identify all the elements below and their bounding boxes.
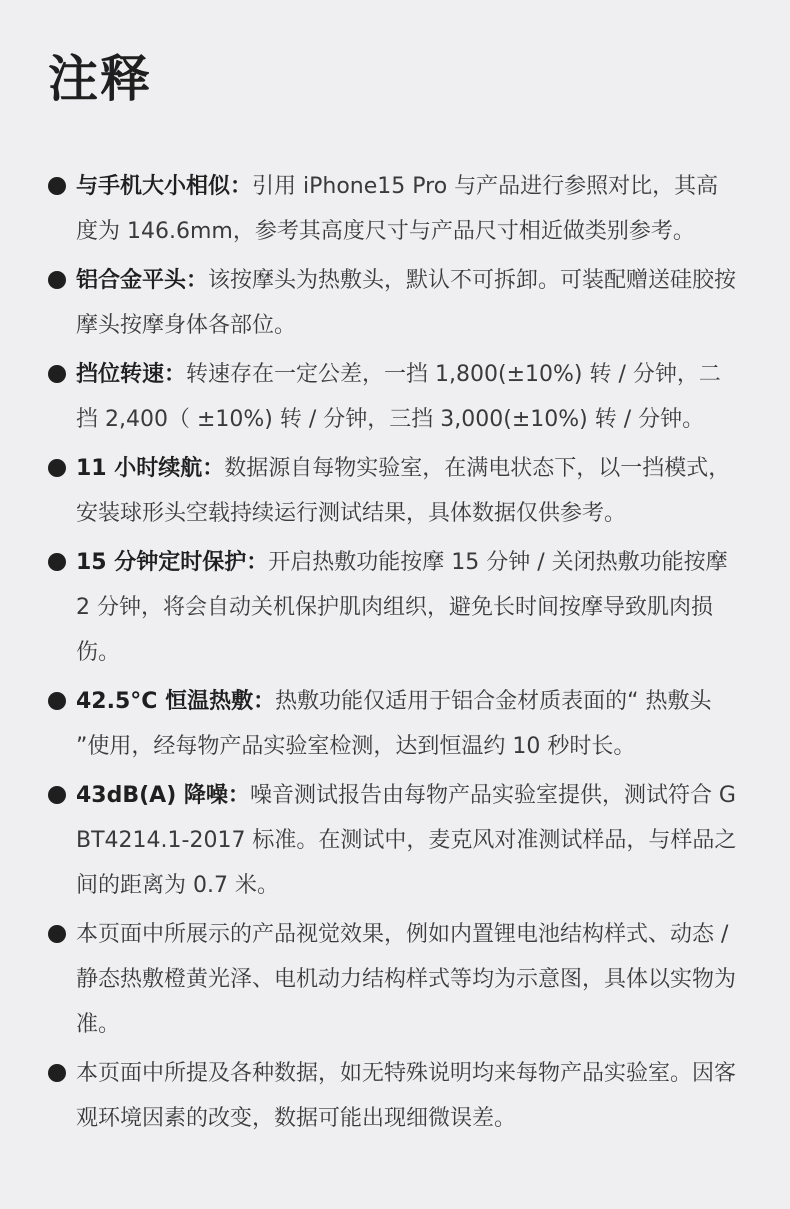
note-label: 42.5°C 恒温热敷： xyxy=(76,689,276,714)
list-item xyxy=(48,258,738,348)
note-text: 该按摩头为热敷头，默认不可拆卸。可装配赠送硅胶按摩头按摩身体各部位。 xyxy=(76,268,737,338)
bullet-icon xyxy=(48,459,66,477)
list-item xyxy=(48,540,738,675)
bullet-icon xyxy=(48,271,66,289)
bullet-icon xyxy=(48,692,66,710)
note-label: 与手机大小相似： xyxy=(76,174,253,199)
note-label: 11 小时续航： xyxy=(76,456,225,481)
note-text: 数据源自每物实验室，在满电状态下，以一挡模式，安装球形头空载持续运行测试结果，具体数据仅供参考。 xyxy=(76,456,731,526)
bullet-icon xyxy=(48,786,66,804)
bullet-icon xyxy=(48,1064,66,1082)
list-item xyxy=(48,164,738,254)
note-label: 挡位转速： xyxy=(76,362,187,387)
bullet-icon xyxy=(48,177,66,195)
note-label: 铝合金平头： xyxy=(76,268,209,293)
note-text: 引用 iPhone15 Pro 与产品进行参照对比，其高度为 146.6mm，参考其高度尺寸与产品尺寸相近做类别参考。 xyxy=(76,174,719,244)
note-text: 本页面中所提及各种数据，如无特殊说明均来每物产品实验室。因客观环境因素的改变，数据可能出现细微误差。 xyxy=(76,1061,737,1131)
list-item xyxy=(48,773,738,908)
note-text: 开启热敷功能按摩 15 分钟 / 关闭热敷功能按摩 2 分钟，将会自动关机保护肌肉组织，避免长时间按摩导致肌肉损伤。 xyxy=(76,550,728,665)
note-text: 本页面中所展示的产品视觉效果，例如内置锂电池结构样式、动态 / 静态热敷橙黄光泽、电机动力结构样式等均为示意图，具体以实物为准。 xyxy=(76,922,737,1037)
list-item xyxy=(48,1051,738,1141)
note-text: 转速存在一定公差，一挡 1,800(±10%) 转 / 分钟，二挡 2,400（ ±10%) 转 / 分钟，三挡 3,000(±10%) 转 / 分钟。 xyxy=(76,362,721,432)
note-text: 噪音测试报告由每物产品实验室提供，测试符合 GBT4214.1-2017 标准。在测试中，麦克风对准测试样品，与样品之间的距离为 0.7 米。 xyxy=(76,783,737,898)
notes-list xyxy=(48,164,738,1141)
list-item xyxy=(48,679,738,769)
bullet-icon xyxy=(48,553,66,571)
bullet-icon xyxy=(48,365,66,383)
note-label: 15 分钟定时保护： xyxy=(76,550,269,575)
note-text: 热敷功能仅适用于铝合金材质表面的“ 热敷头 ”使用，经每物产品实验室检测，达到恒温约 10 秒时长。 xyxy=(76,689,712,759)
list-item xyxy=(48,912,738,1047)
list-item xyxy=(48,446,738,536)
list-item xyxy=(48,352,738,442)
bullet-icon xyxy=(48,925,66,943)
page-title: 注释 xyxy=(48,50,152,108)
note-label: 43dB(A) 降噪： xyxy=(76,783,250,808)
